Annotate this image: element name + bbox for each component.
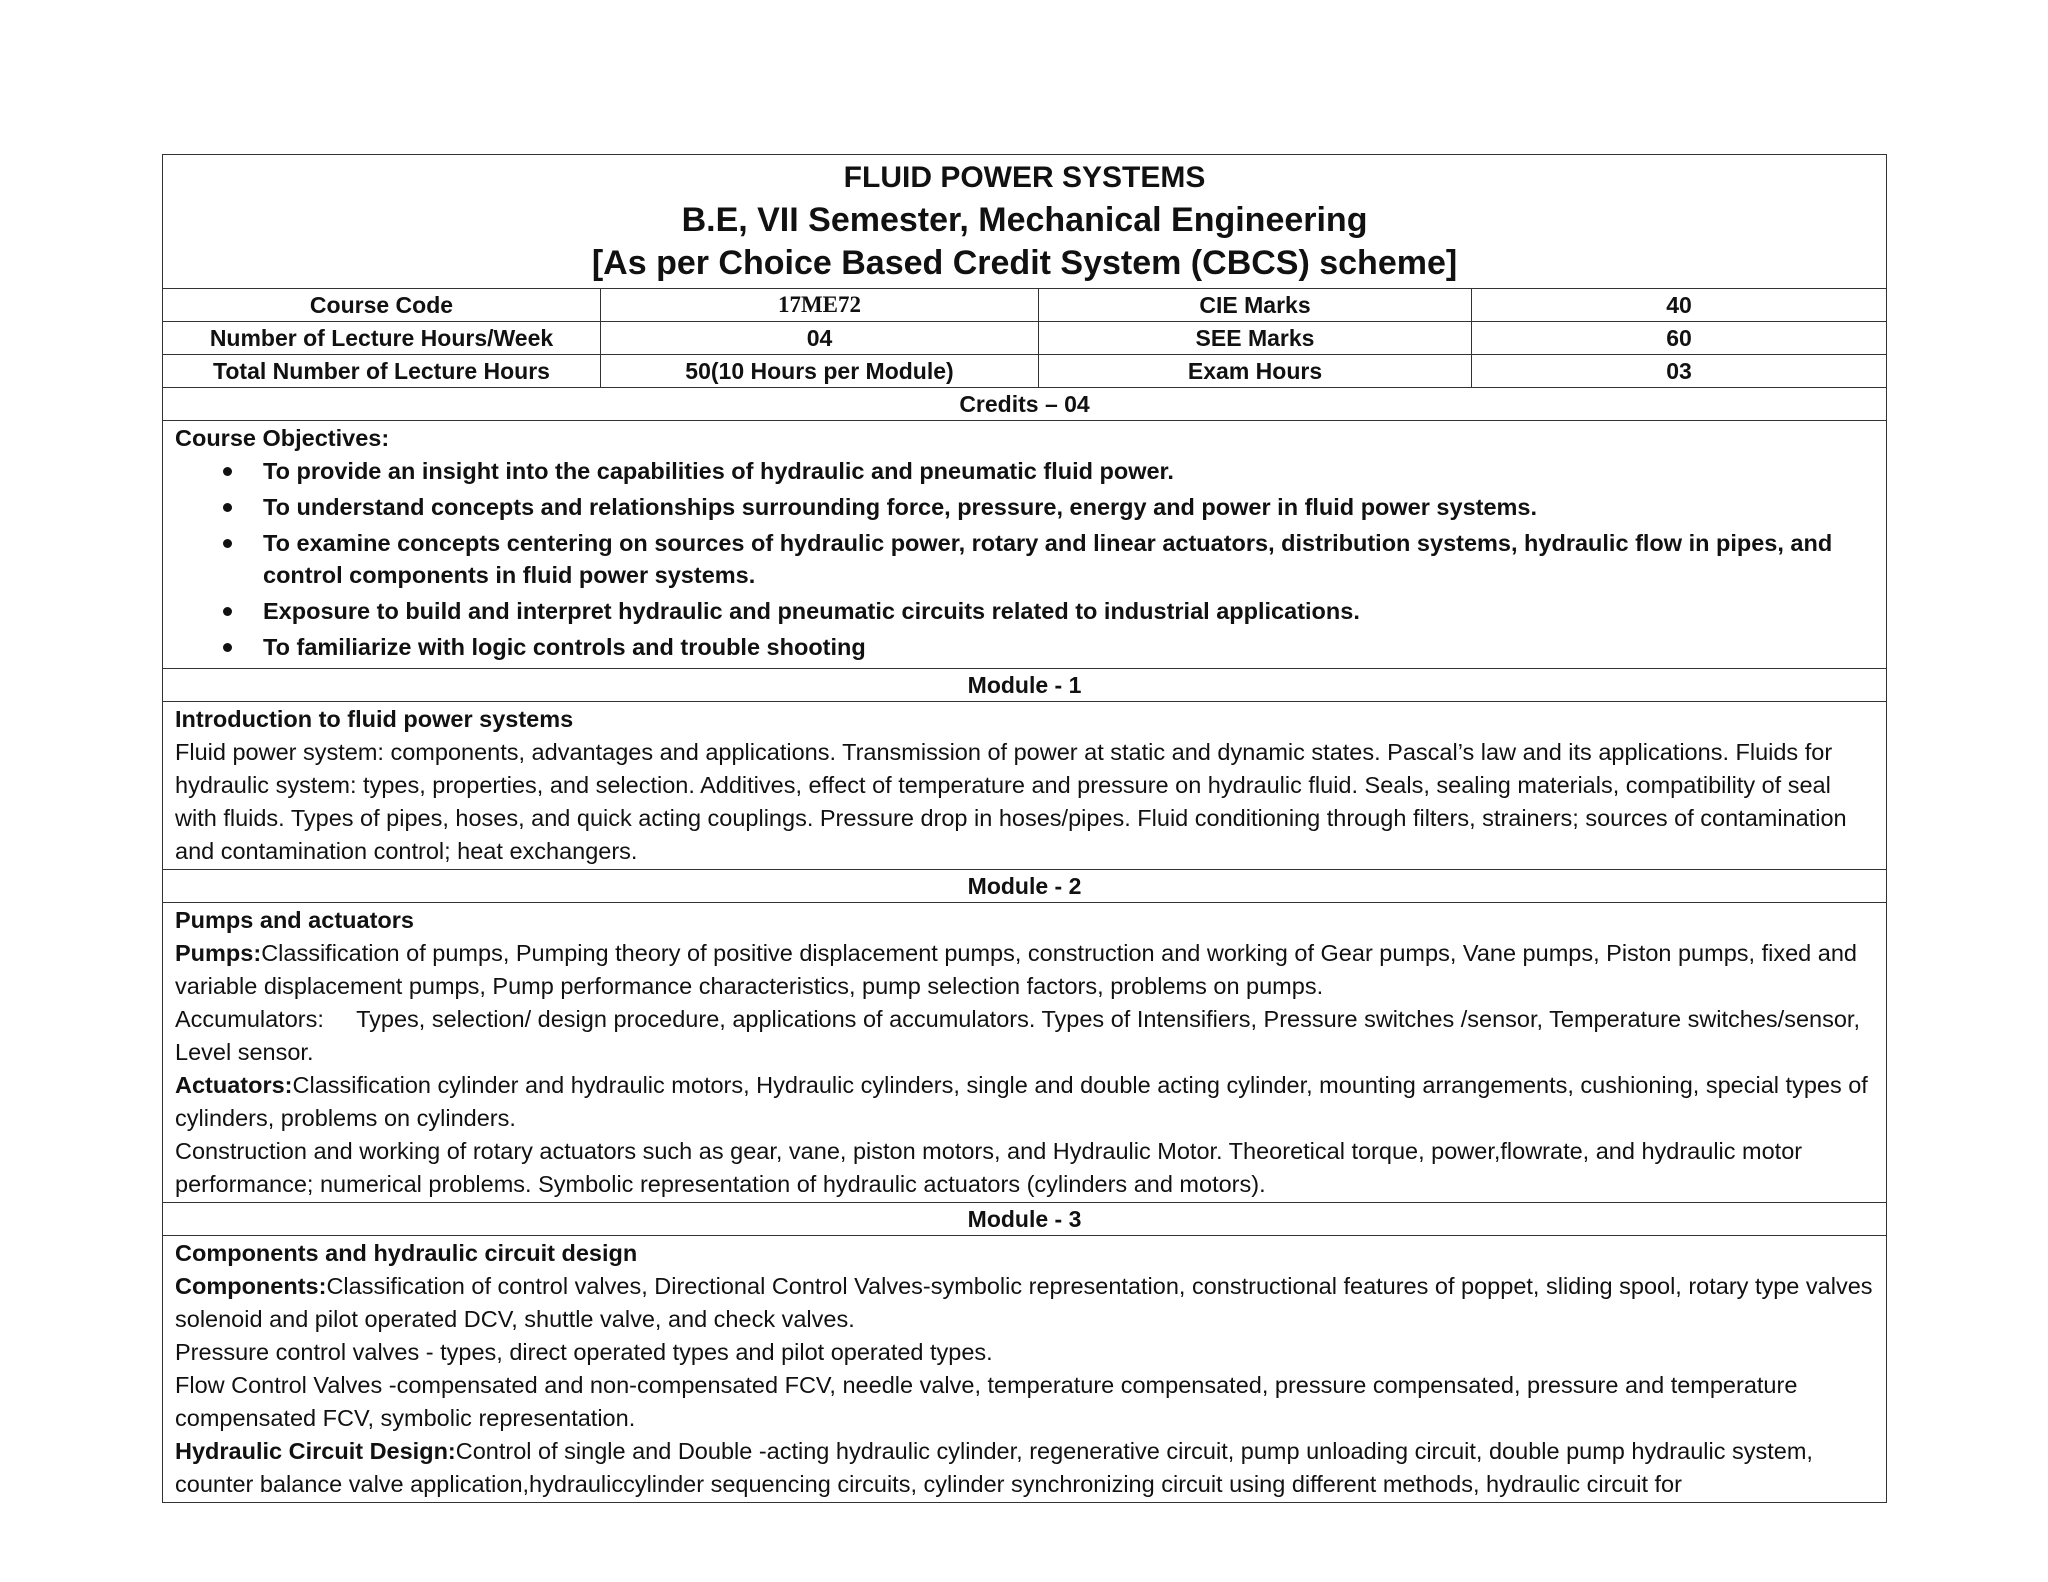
info-label: CIE Marks <box>1039 289 1472 322</box>
accumulators-text: Accumulators: Types, selection/ design procedure, applications of accumulators. Types of Intensifiers, Pressure switches /sensor, Temperature switches/sensor, Level sensor. <box>175 1006 1867 1065</box>
course-scheme: [As per Choice Based Credit System (CBCS) scheme] <box>591 244 1458 282</box>
syllabus-sheet <box>162 154 1886 1503</box>
flow-valves-text: Flow Control Valves -compensated and non-compensated FCV, needle valve, temperature compensated, pressure compensated, pressure and temperature compensated FCV, symbolic representation. <box>175 1372 1798 1431</box>
objectives-list <box>175 455 1874 663</box>
components-lead: Components: <box>175 1273 327 1299</box>
components-paragraph <box>175 1270 1874 1336</box>
info-label: Total Number of Lecture Hours <box>163 355 601 388</box>
objective-item: To familiarize with logic controls and trouble shooting <box>263 631 1874 663</box>
info-value: 17ME72 <box>601 289 1039 322</box>
info-value: 50(10 Hours per Module) <box>601 355 1039 388</box>
info-value: 04 <box>601 322 1039 355</box>
module-2-heading: Pumps and actuators <box>175 907 414 933</box>
info-value: 40 <box>1472 289 1887 322</box>
pressure-valves-text: Pressure control valves - types, direct operated types and pilot operated types. <box>175 1339 993 1365</box>
course-subtitle: B.E, VII Semester, Mechanical Engineering <box>681 201 1368 239</box>
objective-item: To understand concepts and relationships surrounding force, pressure, energy and power in fluid power systems. <box>263 491 1874 523</box>
info-value: 03 <box>1472 355 1887 388</box>
info-row <box>163 322 1887 355</box>
module-1-label: Module - 1 <box>163 669 1887 702</box>
module-3-label: Module - 3 <box>163 1203 1887 1236</box>
title-block <box>163 155 1887 289</box>
circuit-design-text: Control of single and Double -acting hydraulic cylinder, regenerative circuit, pump unloading circuit, double pump hydraulic system, counter balance valve application,hydrauliccylinder sequencing circuits, cylinder synchronizing circuit using different methods, hydraulic circuit for <box>175 1438 1813 1497</box>
info-label: Number of Lecture Hours/Week <box>163 322 601 355</box>
module-1-heading: Introduction to fluid power systems <box>175 706 574 732</box>
objective-item: Exposure to build and interpret hydraulic and pneumatic circuits related to industrial applications. <box>263 595 1874 627</box>
components-text: Classification of control valves, Directional Control Valves-symbolic representation, constructional features of poppet, sliding spool, rotary type valves solenoid and pilot operated DCV, shuttle valve, and check valves. <box>175 1273 1873 1332</box>
info-row <box>163 289 1887 322</box>
module-3-content <box>163 1236 1887 1503</box>
objectives-heading: Course Objectives: <box>175 425 390 451</box>
circuit-design-paragraph <box>175 1435 1874 1501</box>
actuators-text: Classification cylinder and hydraulic motors, Hydraulic cylinders, single and double acting cylinder, mounting arrangements, cushioning, special types of cylinders, problems on cylinders. <box>175 1072 1868 1131</box>
module-1-content <box>163 702 1887 870</box>
info-label: Exam Hours <box>1039 355 1472 388</box>
objective-item: To examine concepts centering on sources of hydraulic power, rotary and linear actuators, distribution systems, hydraulic flow in pipes, and control components in fluid power systems. <box>263 527 1874 591</box>
circuit-design-lead: Hydraulic Circuit Design: <box>175 1438 456 1464</box>
module-2-label: Module - 2 <box>163 870 1887 903</box>
syllabus-table <box>162 154 1887 1503</box>
info-label: Course Code <box>163 289 601 322</box>
pumps-lead: Pumps: <box>175 940 262 966</box>
info-value: 60 <box>1472 322 1887 355</box>
pumps-text: Classification of pumps, Pumping theory of positive displacement pumps, construction and working of Gear pumps, Vane pumps, Piston pumps, fixed and variable displacement pumps, Pump performance characteristics, pump selection factors, problems on pumps. <box>175 940 1857 999</box>
objective-item: To provide an insight into the capabilities of hydraulic and pneumatic fluid power. <box>263 455 1874 487</box>
objectives-section <box>163 421 1887 669</box>
actuators-paragraph <box>175 1069 1874 1135</box>
actuators-lead: Actuators: <box>175 1072 293 1098</box>
info-row <box>163 355 1887 388</box>
module-1-text: Fluid power system: components, advantages and applications. Transmission of power at static and dynamic states. Pascal’s law and its applications. Fluids for hydraulic system: types, properties, and selection. Additives, effect of temperature and pressure on hydraulic fluid. Seals, sealing materials, compatibility of seal with fluids. Types of pipes, hoses, and quick acting couplings. Pressure drop in hoses/pipes. Fluid conditioning through filters, strainers; sources of contamination and contamination control; heat exchangers. <box>175 739 1847 864</box>
module-2-content <box>163 903 1887 1203</box>
info-label: SEE Marks <box>1039 322 1472 355</box>
rotary-actuators-text: Construction and working of rotary actuators such as gear, vane, piston motors, and Hydraulic Motor. Theoretical torque, power,flowrate, and hydraulic motor performance; numerical problems. Symbolic representation of hydraulic actuators (cylinders and motors). <box>175 1138 1803 1197</box>
credits: Credits – 04 <box>163 388 1887 421</box>
pumps-paragraph <box>175 937 1874 1003</box>
module-3-heading: Components and hydraulic circuit design <box>175 1240 638 1266</box>
course-title: FLUID POWER SYSTEMS <box>843 161 1206 194</box>
